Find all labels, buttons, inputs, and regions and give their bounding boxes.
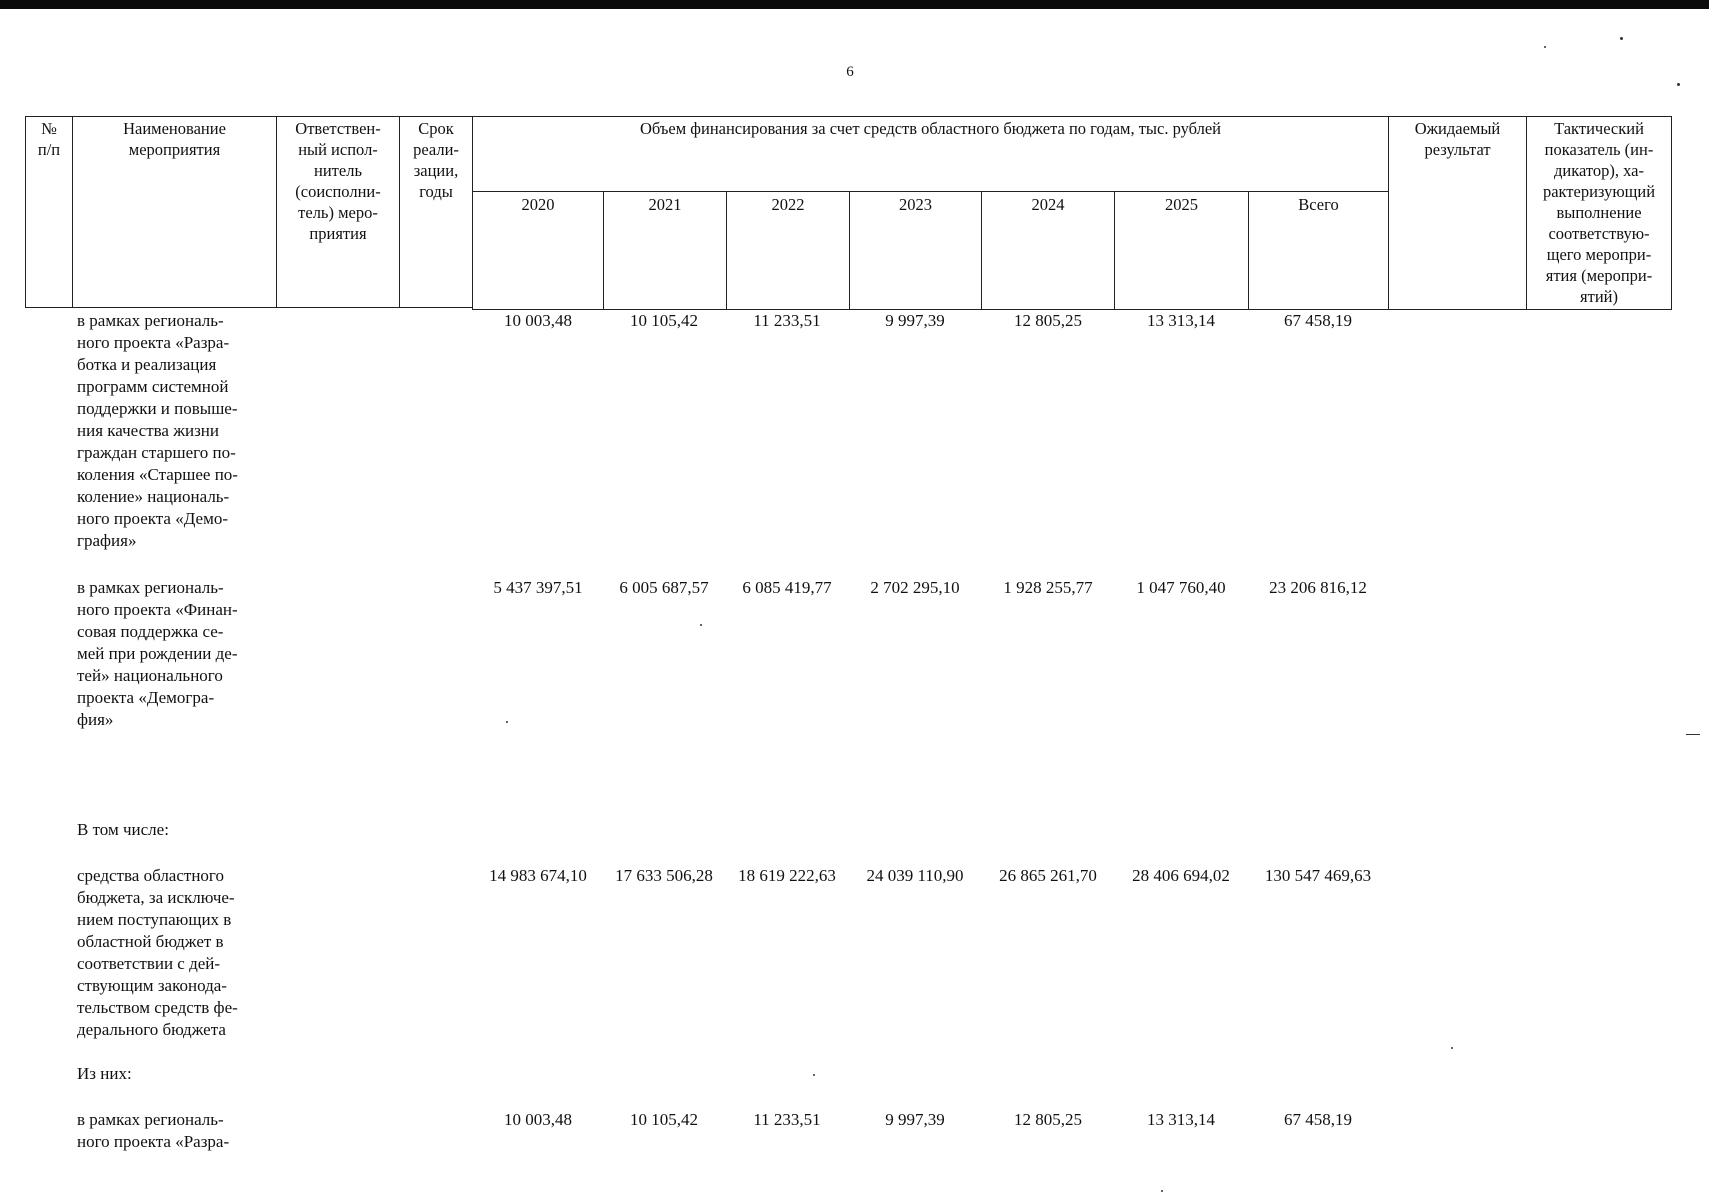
header-funding-label: Объем финансирования за счет средств областного бюджета по годам, тыс. рублей bbox=[639, 119, 1222, 138]
header-responsible-label: Ответствен- ный испол- нитель (соисполни- тель) меро- приятия bbox=[295, 119, 381, 243]
value-2021: 6 005 687,57 bbox=[619, 578, 709, 597]
value-2020: 10 003,48 bbox=[504, 1110, 572, 1129]
year-label: 2021 bbox=[648, 195, 682, 214]
value-2021: 17 633 506,28 bbox=[615, 866, 713, 885]
header-cell-result bbox=[1388, 116, 1527, 310]
header-year-2021 bbox=[603, 191, 727, 310]
value-2020: 14 983 674,10 bbox=[489, 866, 587, 885]
year-label: 2024 bbox=[1031, 195, 1065, 214]
header-year-2024 bbox=[981, 191, 1115, 310]
year-label: 2022 bbox=[771, 195, 805, 214]
value-total: 67 458,19 bbox=[1284, 1110, 1352, 1129]
value-2020: 5 437 397,51 bbox=[493, 578, 583, 597]
scan-speck bbox=[700, 624, 702, 626]
header-num-label: № п/п bbox=[37, 119, 61, 159]
header-result-label: Ожидаемый результат bbox=[1414, 119, 1501, 159]
header-cell-responsible bbox=[276, 116, 400, 308]
scan-speck bbox=[1161, 1190, 1163, 1192]
value-total: 130 547 469,63 bbox=[1264, 866, 1372, 885]
year-label: 2020 bbox=[521, 195, 555, 214]
header-year-total bbox=[1248, 191, 1389, 310]
section-including: В том числе: bbox=[77, 820, 169, 839]
row-label: в рамках региональ- ного проекта «Финан- совая поддержка се- мей при рождении де- тей» национального проекта «Демогра- фия» bbox=[77, 578, 238, 729]
value-total: 67 458,19 bbox=[1284, 311, 1352, 330]
row-label: средства областного бюджета, за исключе- нием поступающих в областной бюджет в соответствии с дей- ствующим законода- тельством средств фе- дерального бюджета bbox=[77, 866, 238, 1039]
year-label: Всего bbox=[1298, 195, 1339, 214]
scan-speck bbox=[506, 721, 508, 723]
value-2024: 26 865 261,70 bbox=[999, 866, 1097, 885]
value-2024: 12 805,25 bbox=[1014, 1110, 1082, 1129]
value-2025: 13 313,14 bbox=[1147, 311, 1215, 330]
value-2024: 1 928 255,77 bbox=[1003, 578, 1093, 597]
value-2020: 10 003,48 bbox=[504, 311, 572, 330]
scan-mark bbox=[1686, 734, 1700, 735]
scan-speck bbox=[813, 1074, 815, 1076]
row-label: в рамках региональ- ного проекта «Разра- ботка и реализация программ системной поддержки и повыше- ния качества жизни граждан старшего по- коления «Старшее по- коление» националь- ного проекта «Демо- графия» bbox=[77, 311, 238, 550]
value-2021: 10 105,42 bbox=[630, 311, 698, 330]
value-total: 23 206 816,12 bbox=[1269, 578, 1367, 597]
value-2022: 18 619 222,63 bbox=[738, 866, 836, 885]
scan-speck bbox=[1451, 1047, 1453, 1049]
value-2025: 1 047 760,40 bbox=[1136, 578, 1226, 597]
header-year-2025 bbox=[1114, 191, 1249, 310]
value-2023: 9 997,39 bbox=[885, 311, 945, 330]
value-2023: 24 039 110,90 bbox=[866, 866, 964, 885]
header-cell-name bbox=[72, 116, 277, 308]
scan-speck bbox=[1620, 37, 1623, 40]
page-number: 6 bbox=[846, 64, 854, 80]
scan-top-edge bbox=[0, 0, 1709, 9]
header-indicator-label: Тактический показатель (ин- дикатор), ха- рактеризующий выполнение соответствую- щего меропри- ятия (меропри- ятий) bbox=[1542, 119, 1656, 306]
header-term-label: Срок реали- зации, годы bbox=[413, 119, 459, 201]
scan-speck bbox=[1544, 46, 1546, 48]
value-2022: 11 233,51 bbox=[753, 311, 821, 330]
year-label: 2025 bbox=[1165, 195, 1198, 214]
value-2025: 28 406 694,02 bbox=[1132, 866, 1230, 885]
header-name-label: Наименование мероприятия bbox=[123, 119, 226, 159]
value-2024: 12 805,25 bbox=[1014, 311, 1082, 330]
value-2025: 13 313,14 bbox=[1147, 1110, 1215, 1129]
header-year-2022 bbox=[726, 191, 850, 310]
value-2022: 11 233,51 bbox=[753, 1110, 821, 1129]
header-year-2023 bbox=[849, 191, 982, 310]
value-2021: 10 105,42 bbox=[630, 1110, 698, 1129]
header-cell-indicator bbox=[1526, 116, 1672, 310]
value-2022: 6 085 419,77 bbox=[742, 578, 832, 597]
scan-speck bbox=[1677, 83, 1680, 86]
year-label: 2023 bbox=[899, 195, 932, 214]
value-2023: 2 702 295,10 bbox=[870, 578, 960, 597]
header-cell-term bbox=[399, 116, 473, 308]
value-2023: 9 997,39 bbox=[885, 1110, 945, 1129]
section-of-which: Из них: bbox=[77, 1064, 132, 1083]
row-label: в рамках региональ- ного проекта «Разра- bbox=[77, 1110, 230, 1151]
header-year-2020 bbox=[472, 191, 604, 310]
header-cell-num bbox=[25, 116, 73, 308]
